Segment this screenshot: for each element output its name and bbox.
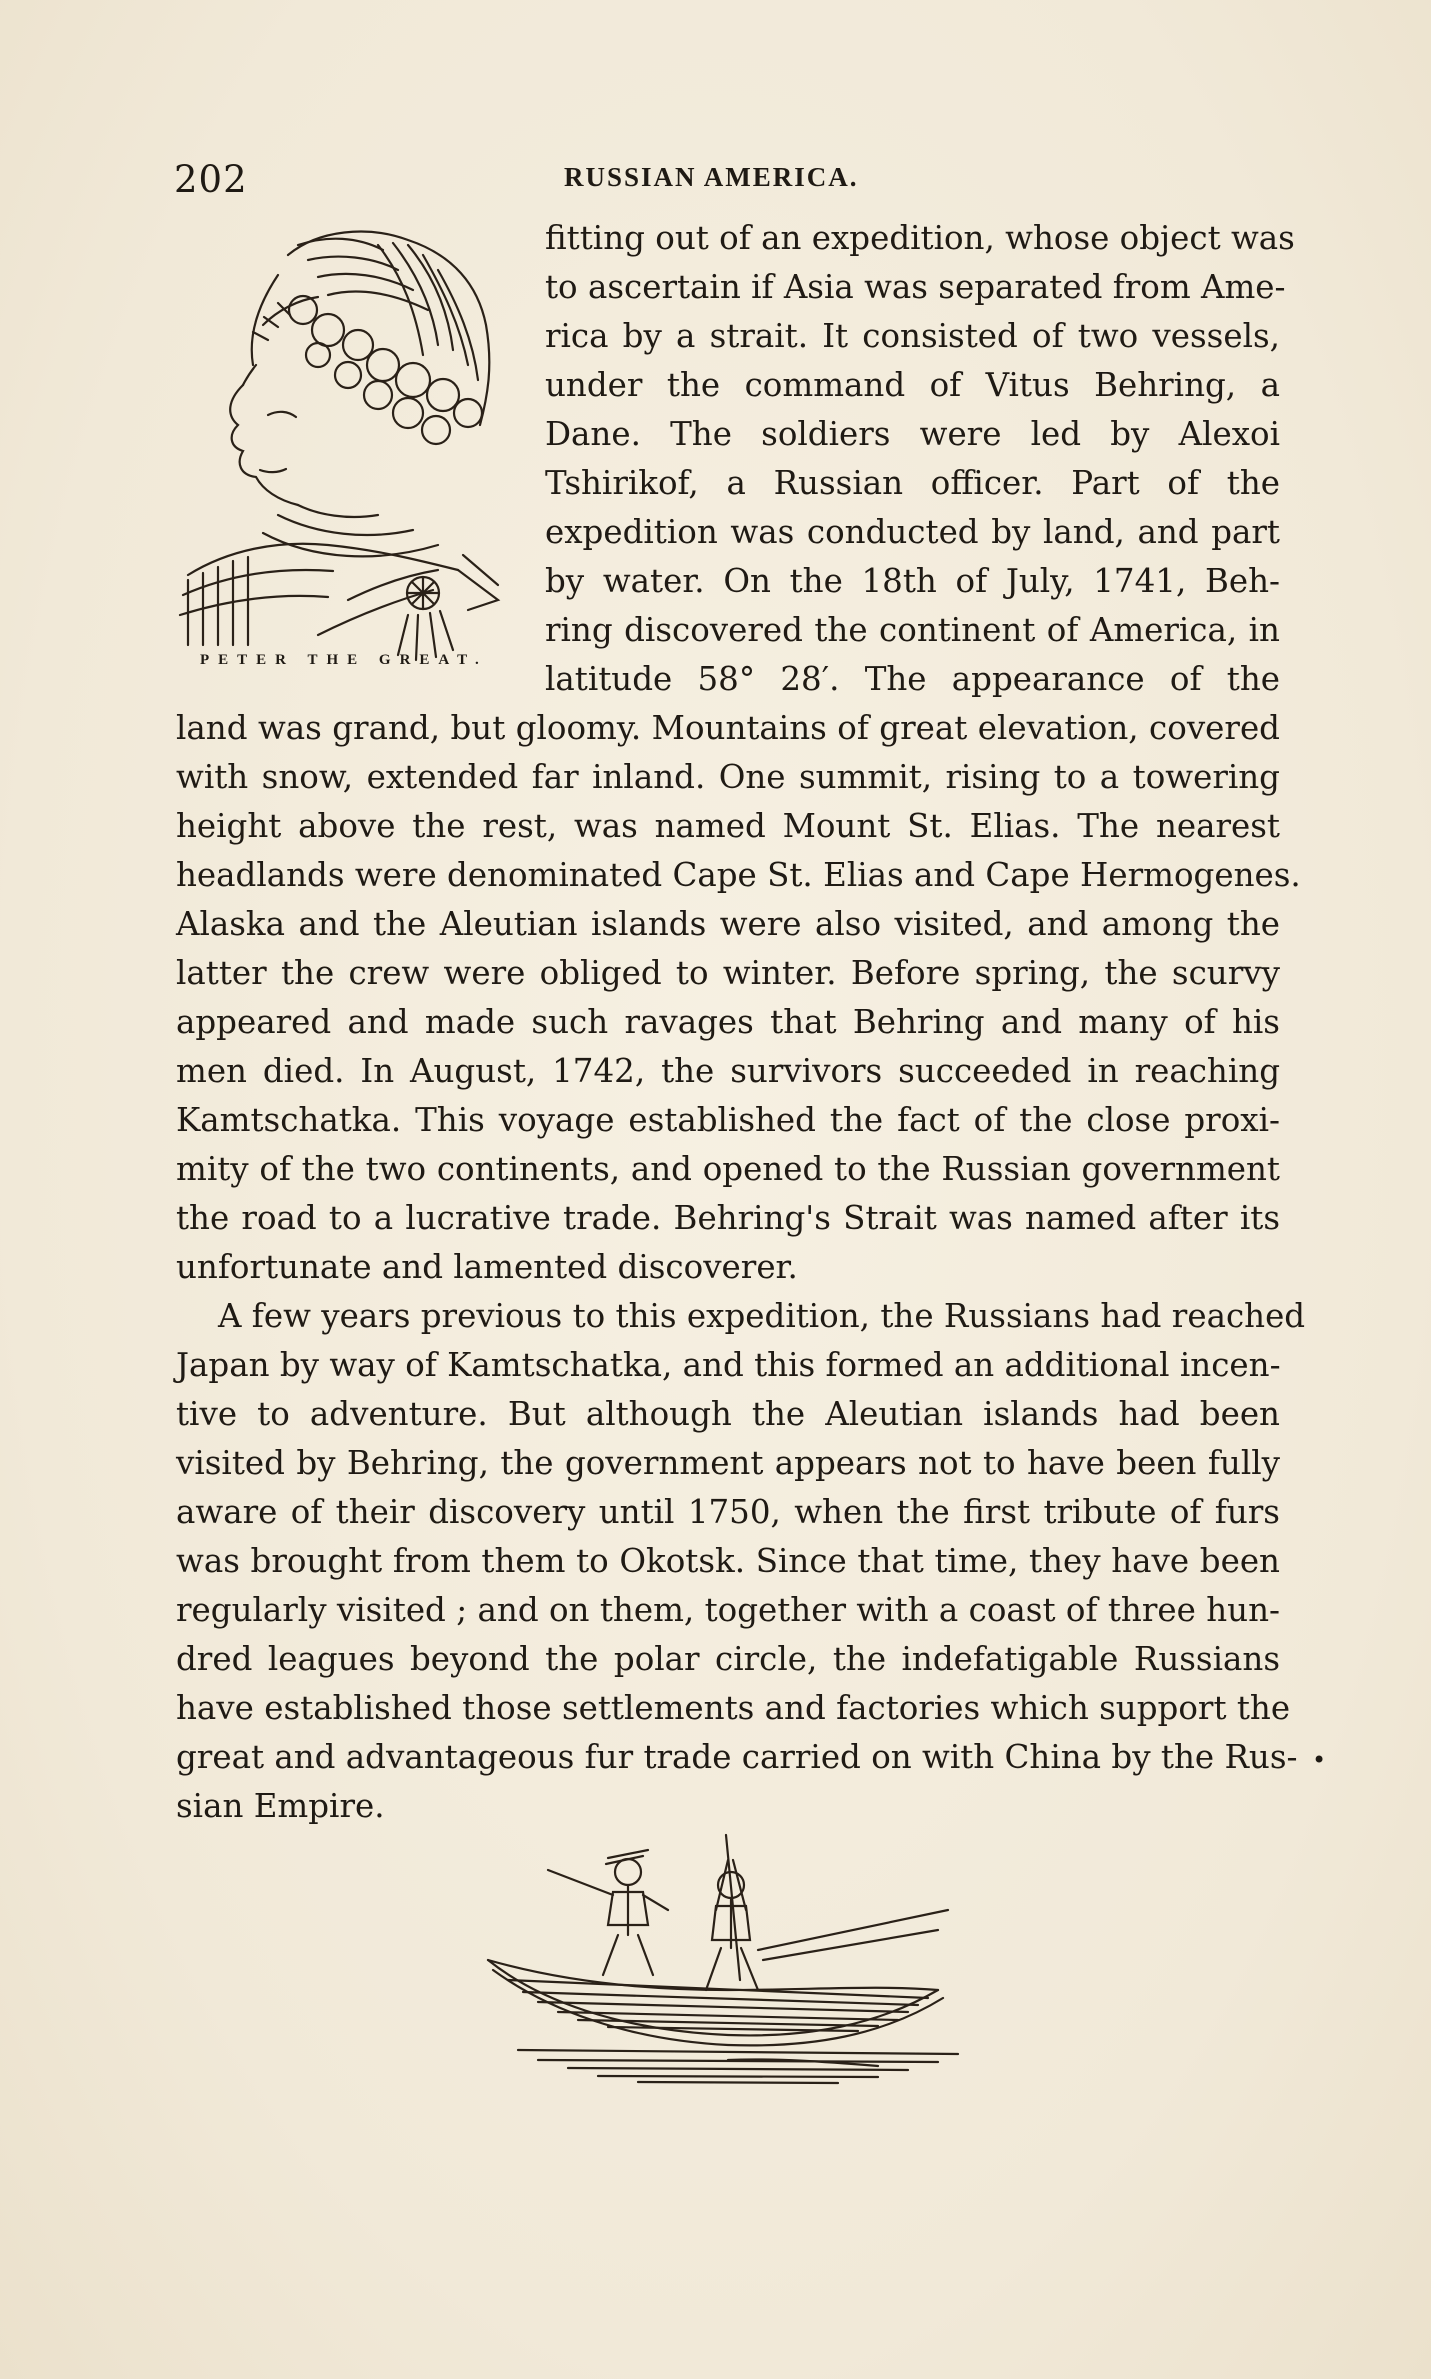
text-line: under the command of Vitus Behring, a <box>545 366 1280 404</box>
running-head: RUSSIAN AMERICA. <box>564 162 859 192</box>
text-line: was brought from them to Okotsk. Since that time, they have been <box>176 1542 1280 1580</box>
text-line: by water. On the 18th of July, 1741, Beh- <box>545 562 1280 600</box>
text-line: height above the rest, was named Mount St. Elias. The nearest <box>176 807 1280 845</box>
text-line: visited by Behring, the government appears not to have been fully <box>176 1444 1280 1482</box>
text-line: rica by a strait. It consisted of two vessels, <box>545 317 1280 355</box>
text-line: aware of their discovery until 1750, when the first tribute of furs <box>176 1493 1280 1531</box>
text-line: expedition was conducted by land, and part <box>545 513 1280 551</box>
text-line: great and advantageous fur trade carried on with China by the Rus- <box>176 1738 1298 1776</box>
text-line: Alaska and the Aleutian islands were also visited, and among the <box>176 905 1280 943</box>
text-line: latitude 58° 28′. The appearance of the <box>545 660 1280 698</box>
text-line: ring discovered the continent of America, in <box>545 611 1280 649</box>
text-line: fitting out of an expedition, whose object was <box>545 219 1295 257</box>
text-line: latter the crew were obliged to winter. Before spring, the scurvy <box>176 954 1280 992</box>
text-line: mity of the two continents, and opened to the Russian government <box>176 1150 1280 1188</box>
peter-the-great-portrait <box>168 215 528 665</box>
text-line: Kamtschatka. This voyage established the fact of the close proxi- <box>176 1101 1280 1139</box>
text-line: dred leagues beyond the polar circle, the indefatigable Russians <box>176 1640 1280 1678</box>
page-header <box>174 158 1284 201</box>
text-line: with snow, extended far inland. One summit, rising to a towering <box>176 758 1280 796</box>
text-line: have established those settlements and factories which support the <box>176 1689 1291 1727</box>
text-line: unfortunate and lamented discoverer. <box>176 1248 798 1286</box>
portrait-caption: PETER THE GREAT. <box>200 652 488 668</box>
text-line: regularly visited ; and on them, together with a coast of three hun- <box>176 1591 1280 1629</box>
page-number: 202 <box>174 158 248 201</box>
text-line: land was grand, but gloomy. Mountains of great elevation, covered <box>176 709 1280 747</box>
text-line: A few years previous to this expedition, the Russians had reached <box>218 1297 1306 1335</box>
boat-engraving <box>478 1830 978 2120</box>
text-line: men died. In August, 1742, the survivors succeeded in reaching <box>176 1052 1280 1090</box>
text-line: tive to adventure. But although the Aleutian islands had been <box>176 1395 1280 1433</box>
text-line: Dane. The soldiers were led by Alexoi <box>545 415 1280 453</box>
margin-mark: • <box>1312 1746 1327 1774</box>
text-line: sian Empire. <box>176 1787 385 1825</box>
text-line: Tshirikof, a Russian officer. Part of the <box>545 464 1280 502</box>
text-line: to ascertain if Asia was separated from Ame- <box>545 268 1286 306</box>
text-line: appeared and made such ravages that Behring and many of his <box>176 1003 1280 1041</box>
text-line: the road to a lucrative trade. Behring's Strait was named after its <box>176 1199 1280 1237</box>
text-line: Japan by way of Kamtschatka, and this formed an additional incen- <box>176 1346 1281 1384</box>
text-line: headlands were denominated Cape St. Elias and Cape Hermogenes. <box>176 856 1301 894</box>
